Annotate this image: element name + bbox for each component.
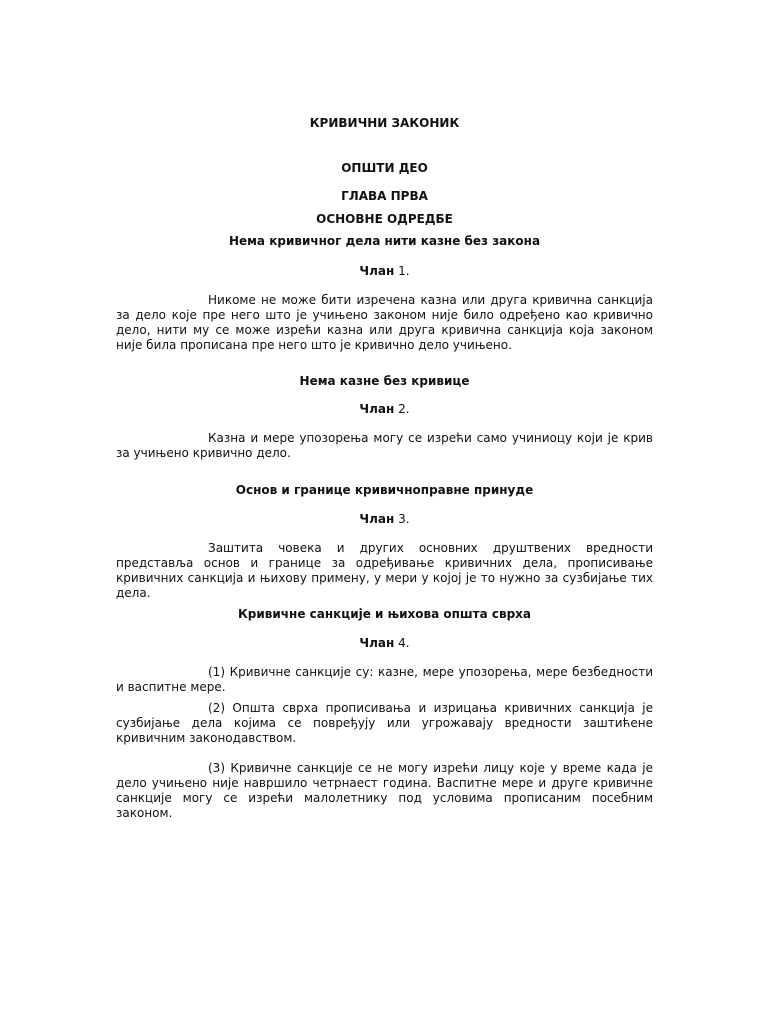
article-number (116, 512, 653, 527)
article-num-value: 2. (398, 402, 410, 416)
article-paragraph: (1) Кривичне санкције су: казне, мере упозорења, мере безбедности и васпитне мере. (116, 665, 653, 694)
article-num-value: 1. (398, 264, 410, 278)
article-word: Члан (359, 636, 395, 650)
article-paragraph: Казна и мере упозорења могу се изрећи само учиниоцу који је крив за учињено кривично дело. (116, 431, 653, 460)
article-word: Члан (359, 402, 395, 416)
article-number (116, 264, 653, 279)
chapter-subtitle: ОСНОВНЕ ОДРЕДБЕ (316, 212, 453, 226)
section-heading: Кривичне санкције и њихова општа сврха (238, 607, 531, 621)
article-paragraph: (2) Општа сврха прописивања и изрицања кривичних санкција је сузбијање дела којима се повређују или угрожавају вредности заштићене кривичним законодавством. (116, 701, 653, 745)
part-title: ОПШТИ ДЕО (341, 161, 428, 175)
section-heading: Нема кривичног дела нити казне без закона (228, 234, 541, 248)
section-heading: Основ и границе кривичноправне принуде (235, 483, 534, 497)
article-number (116, 636, 653, 651)
article-num-value: 3. (398, 512, 410, 526)
article-paragraph: Никоме не може бити изречена казна или друга кривична санкција за дело које пре него што је учињено законом није било одређено као кривично дело, нити му се може изрећи казна или друга кривична санкција која законом није била прописана пре него што је кривично дело учињено. (116, 293, 653, 352)
article-num-value: 4. (398, 636, 410, 650)
document-title: КРИВИЧНИ ЗАКОНИК (309, 116, 460, 130)
article-paragraph: (3) Кривичне санкције се не могу изрећи лицу које у време када је дело учињено није навршило четрнаест година. Васпитне мере и друге кривичне санкције могу се изрећи малолетнику под условима прописаним посебним законом. (116, 761, 653, 820)
chapter-title: ГЛАВА ПРВА (341, 189, 428, 203)
section-heading: Нема казне без кривице (299, 374, 470, 388)
article-word: Члан (359, 512, 395, 526)
article-paragraph: Заштита човека и других основних друштвених вредности представља основ и границе за одређивање кривичних дела, прописивање кривичних санкција и њихову примену, у мери у којој је то нужно за сузбијање тих дела. (116, 541, 653, 600)
article-number (116, 402, 653, 417)
article-word: Члан (359, 264, 395, 278)
